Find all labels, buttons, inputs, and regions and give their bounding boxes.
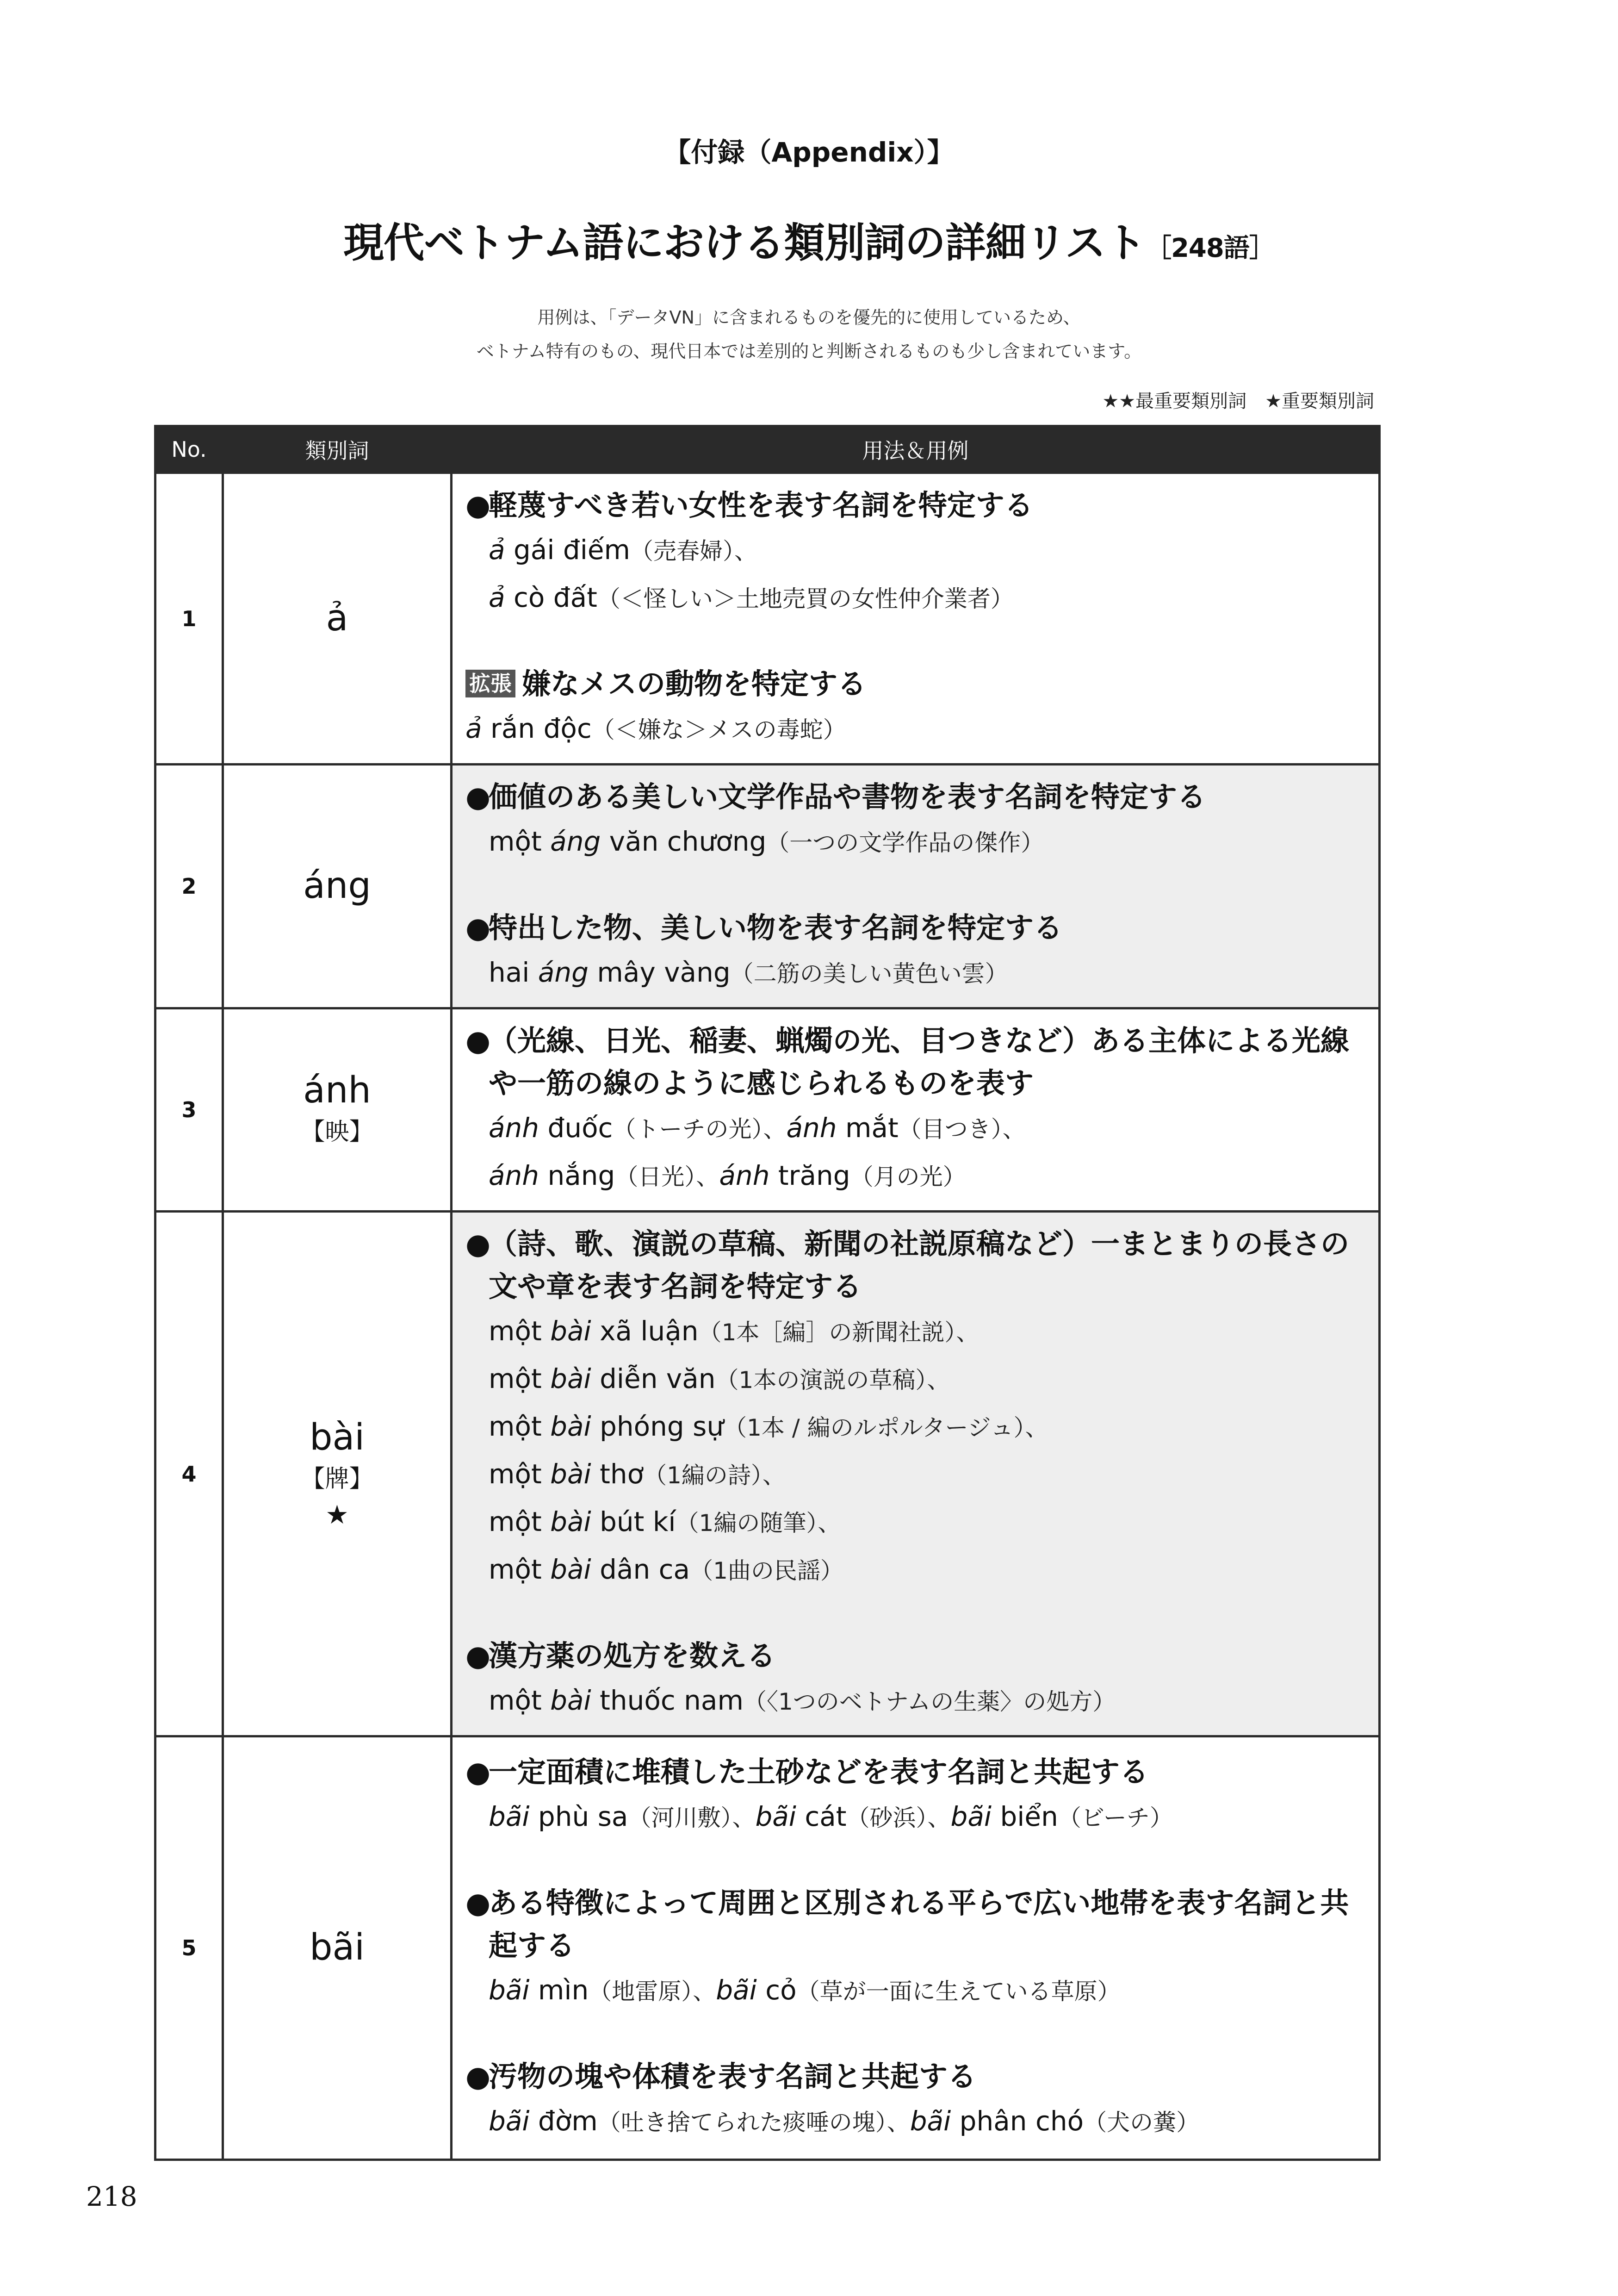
bullet-icon: ● [465, 1024, 491, 1058]
usage-sense [465, 907, 1369, 997]
example-prefix: một [489, 1363, 551, 1394]
example-translation: （＜怪しい＞土地売買の女性仲介業者） [597, 585, 1014, 612]
example-line [465, 2098, 1369, 2146]
usage-sense [465, 1223, 1369, 1594]
example-phrase: đờm [529, 2105, 598, 2137]
classifier-word: áng [303, 865, 371, 907]
example-translation: （砂浜）、 [846, 1804, 951, 1831]
example-translation: （犬の糞） [1084, 2109, 1200, 2136]
example-line [465, 1152, 1369, 1200]
example-translation: （目つき）、 [898, 1116, 1026, 1143]
sense-text: （詩、歌、演説の草稿、新聞の社説原稿など）一まとまりの長さの文や章を表す名詞を特定する [489, 1227, 1350, 1303]
example-classifier: áng [538, 957, 589, 988]
classifier-cell [223, 1212, 452, 1736]
example-classifier: bài [550, 1411, 591, 1442]
example-line [465, 574, 1369, 622]
page-title [0, 211, 1618, 269]
usage-cell [452, 1736, 1380, 2160]
example-translation: （1曲の民謡） [690, 1557, 843, 1584]
example-translation: （吐き捨てられた痰唾の塊）、 [597, 2109, 910, 2136]
sense-heading [465, 1635, 1369, 1677]
title-text: 現代ベトナム語における類別詞の詳細リスト [343, 219, 1146, 267]
classifier-word: ả [326, 597, 348, 639]
classifier-table [154, 425, 1381, 2161]
example-classifier: bãi [950, 1800, 992, 1832]
note-line-1: 用例は、「データVN」に含まれるものを優先的に使用しているため、 [537, 307, 1081, 328]
bullet-icon: ● [465, 1227, 491, 1261]
table-row [155, 765, 1380, 1008]
sense-text: 漢方薬の処方を数える [489, 1639, 776, 1673]
example-classifier: bãi [755, 1800, 796, 1832]
example-classifier: bài [550, 1315, 591, 1347]
example-classifier: ả [489, 582, 505, 613]
example-classifier: ả [489, 534, 505, 566]
sense-heading [465, 484, 1369, 527]
example-translation: （1本 / 編のルポルタージュ）、 [724, 1414, 1048, 1441]
example-phrase: phóng sự [591, 1411, 724, 1442]
example-prefix: một [489, 1411, 551, 1442]
sense-text: 価値のある美しい文学作品や書物を表す名詞を特定する [489, 780, 1206, 814]
example-prefix: một [489, 1506, 551, 1537]
example-line [465, 1793, 1369, 1841]
example-phrase: phân chó [951, 2105, 1084, 2137]
classifier-cell [223, 473, 452, 765]
example-translation: （＜嫌な＞メスの毒蛇） [591, 716, 846, 743]
example-classifier: bài [550, 1458, 591, 1490]
sense-text: 汚物の塊や体積を表す名詞と共起する [489, 2059, 977, 2093]
legend-important: ★重要類別詞 [1265, 391, 1374, 412]
classifier-word: ánh [303, 1069, 371, 1111]
sense-heading [465, 776, 1369, 818]
classifier-word: bài [310, 1416, 365, 1458]
example-classifier: ánh [489, 1160, 539, 1191]
table-row [155, 1008, 1380, 1212]
example-prefix: một [489, 1554, 551, 1585]
example-classifier: bài [550, 1506, 591, 1537]
classifier-cell [223, 1736, 452, 2160]
star-legend [1084, 386, 1374, 413]
example-translation: （月の光） [850, 1164, 966, 1190]
sense-text: 特出した物、美しい物を表す名詞を特定する [489, 911, 1063, 945]
table-header-row [155, 426, 1380, 473]
usage-sense [465, 663, 1369, 753]
example-line [465, 949, 1369, 997]
example-line [465, 818, 1369, 866]
example-phrase: thuốc nam [591, 1685, 744, 1716]
importance-star: ★ [325, 1500, 349, 1531]
example-phrase: nắng [539, 1160, 615, 1191]
sense-heading [465, 907, 1369, 949]
example-line [465, 1451, 1369, 1499]
example-phrase: cát [796, 1800, 847, 1832]
example-phrase: cỏ [756, 1974, 797, 2006]
sense-heading [465, 2055, 1369, 2098]
example-phrase: thơ [591, 1458, 644, 1490]
example-classifier: áng [550, 826, 601, 857]
bullet-icon: ● [465, 1755, 491, 1789]
example-translation: （一つの文学作品の傑作） [766, 829, 1044, 856]
example-phrase: bút kí [591, 1506, 676, 1537]
example-prefix: một [489, 1315, 551, 1347]
classifier-word: bãi [310, 1927, 365, 1969]
table-row [155, 1212, 1380, 1736]
example-translation: （トーチの光）、 [613, 1116, 787, 1143]
legend-most-important: ★★最重要類別詞 [1102, 391, 1247, 412]
example-classifier: bãi [489, 1800, 530, 1832]
bullet-icon: ● [465, 780, 491, 814]
bullet-icon: ● [465, 1885, 491, 1920]
example-phrase: văn chương [601, 826, 767, 857]
example-translation: （地雷原）、 [589, 1978, 716, 2005]
example-translation: （売春婦）、 [630, 538, 758, 565]
column-header-usage: 用法＆用例 [452, 426, 1380, 473]
example-classifier: bãi [910, 2105, 951, 2137]
usage-sense [465, 1751, 1369, 1841]
example-prefix: một [489, 1458, 551, 1490]
usage-sense [465, 2055, 1369, 2146]
example-phrase: dân ca [591, 1554, 690, 1585]
example-translation: （ビーチ） [1058, 1804, 1173, 1831]
example-phrase: phù sa [529, 1800, 628, 1832]
sense-heading [465, 663, 1369, 705]
example-line [465, 1308, 1369, 1356]
sense-heading [465, 1751, 1369, 1793]
sense-text: 軽蔑すべき若い女性を表す名詞を特定する [489, 488, 1033, 522]
usage-cell [452, 1212, 1380, 1736]
classifier-kanji: 【映】 [301, 1118, 373, 1146]
example-line [465, 1356, 1369, 1403]
sense-heading [465, 1223, 1369, 1308]
usage-sense [465, 1020, 1369, 1200]
sense-text: ある特徴によって周囲と区別される平らで広い地帯を表す名詞と共起する [489, 1885, 1349, 1962]
row-number: 2 [155, 765, 223, 1008]
example-classifier: ánh [719, 1160, 770, 1191]
example-line [465, 1105, 1369, 1152]
usage-sense [465, 484, 1369, 622]
bullet-icon: ● [465, 911, 491, 945]
example-classifier: bãi [489, 2105, 530, 2137]
column-header-classifier: 類別詞 [223, 426, 452, 473]
example-translation: （1編の随筆）、 [676, 1510, 841, 1537]
usage-cell [452, 1008, 1380, 1212]
example-translation: （草が一面に生えている草原） [796, 1978, 1121, 2005]
extension-badge: 拡張 [465, 670, 515, 697]
bullet-icon: ● [465, 1639, 491, 1673]
example-line [465, 1546, 1369, 1594]
classifier-cell [223, 1008, 452, 1212]
row-number: 1 [155, 473, 223, 765]
bullet-icon: ● [465, 2059, 491, 2093]
usage-sense [465, 1882, 1369, 2015]
example-translation: （1編の詩）、 [644, 1462, 786, 1489]
example-phrase: mìn [529, 1974, 589, 2006]
example-line [465, 1677, 1369, 1725]
example-translation: （河川敷）、 [628, 1804, 756, 1831]
classifier-kanji: 【牌】 [301, 1465, 373, 1493]
example-translation: （1本の演説の草稿）、 [715, 1367, 950, 1394]
example-phrase: mây vàng [588, 957, 731, 988]
usage-sense [465, 776, 1369, 866]
sense-text: （光線、日光、稲妻、蝋燭の光、目つきなど）ある主体による光線や一筋の線のように感じられるものを表す [489, 1024, 1350, 1100]
example-translation: （日光）、 [615, 1164, 719, 1190]
example-phrase: biển [992, 1800, 1058, 1832]
example-prefix: một [489, 826, 551, 857]
example-translation: （二筋の美しい黄色い雲） [730, 960, 1008, 987]
example-classifier: bài [550, 1554, 591, 1585]
example-classifier: bãi [716, 1974, 757, 2006]
example-classifier: bài [550, 1363, 591, 1394]
example-line [465, 1499, 1369, 1546]
usage-cell [452, 473, 1380, 765]
example-line [465, 1403, 1369, 1451]
example-phrase: trăng [769, 1160, 850, 1191]
example-classifier: bãi [489, 1974, 530, 2006]
example-line [465, 705, 1369, 753]
word-count: ［248語］ [1145, 233, 1275, 263]
sense-heading [465, 1020, 1369, 1105]
example-classifier: ánh [489, 1112, 539, 1144]
table-row [155, 1736, 1380, 2160]
note-line-2: ベトナム特有のもの、現代日本では差別的と判断されるものも少し含まれています。 [476, 341, 1142, 361]
bullet-icon: ● [465, 488, 491, 522]
example-classifier: ả [465, 713, 482, 744]
example-phrase: mắt [837, 1112, 899, 1144]
row-number: 4 [155, 1212, 223, 1736]
example-translation: （1本［編］の新聞社説）、 [698, 1319, 979, 1346]
row-number: 3 [155, 1008, 223, 1212]
appendix-label: 【付録（Appendix）】 [664, 137, 954, 168]
example-phrase: đuốc [539, 1112, 613, 1144]
classifier-cell [223, 765, 452, 1008]
example-phrase: rắn độc [482, 713, 592, 744]
example-line [465, 527, 1369, 574]
example-translation: （〈1つのベトナムの生薬〉の処方） [743, 1688, 1116, 1715]
usage-cell [452, 765, 1380, 1008]
table-row [155, 473, 1380, 765]
example-phrase: cò đất [505, 582, 597, 613]
example-phrase: gái điếm [505, 534, 631, 566]
row-number: 5 [155, 1736, 223, 2160]
sense-heading [465, 1882, 1369, 1967]
example-line [465, 1967, 1369, 2015]
example-phrase: diễn văn [591, 1363, 716, 1394]
column-header-no: No. [155, 426, 223, 473]
example-prefix: hai [489, 957, 538, 988]
sense-text: 一定面積に堆積した土砂などを表す名詞と共起する [489, 1755, 1149, 1789]
usage-sense [465, 1635, 1369, 1725]
example-prefix: một [489, 1685, 551, 1716]
example-classifier: bài [550, 1685, 591, 1716]
example-phrase: xã luận [591, 1315, 699, 1347]
example-classifier: ánh [786, 1112, 837, 1144]
page-number: 218 [86, 2181, 137, 2212]
sense-text: 嫌なメスの動物を特定する [522, 667, 867, 701]
